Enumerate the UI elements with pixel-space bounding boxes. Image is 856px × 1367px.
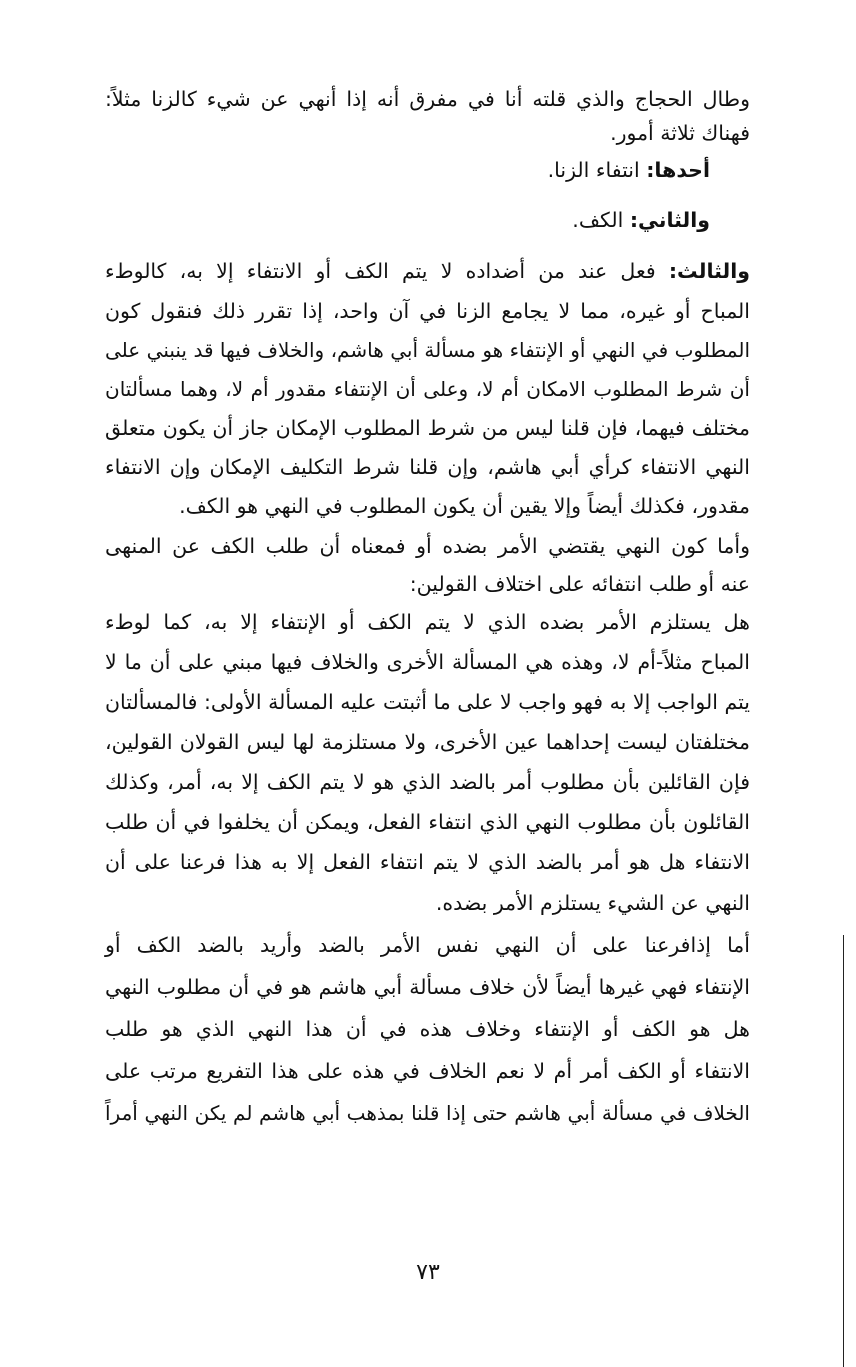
page-number: ٧٣ <box>416 1260 440 1285</box>
body-line: الخلاف في مسألة أبي هاشم حتى إذا قلنا بمذهب أبي هاشم لم يكن النهي أمراً <box>105 1101 750 1125</box>
body-line: أن شرط المطلوب الامكان أم لا، وعلى أن الإنتفاء مقدور أم لا، وهما مسألتان <box>105 377 750 401</box>
item-third-label: والثالث: <box>668 259 750 283</box>
item-second-label: والثاني: <box>629 208 710 232</box>
body-line: فهناك ثلاثة أمور. <box>610 121 750 145</box>
page-edge-line <box>843 935 844 1367</box>
item-third-text: فعل عند من أضداده لا يتم الكف أو الانتفاء إلا به، كالوطء <box>105 259 656 283</box>
body-line: وأما كون النهي يقتضي الأمر بضده أو فمعناه أن طلب الكف عن المنهى <box>105 534 750 558</box>
item-third-first-line <box>105 250 750 292</box>
body-line: عنه أو طلب انتفائه على اختلاف القولين: <box>409 572 750 596</box>
body-line: أما إذافرعنا على أن النهي نفس الأمر بالضد وأريد بالضد الكف أو <box>105 933 750 957</box>
body-line: يتم الواجب إلا به فهو واجب لا على ما أثبتت عليه المسألة الأولى: فالمسألتان <box>105 690 750 714</box>
body-line: مختلفتان ليست إحداهما عين الأخرى، ولا مستلزمة لها ليس القولان القولين، <box>105 730 750 754</box>
body-line: المباح أو غيره، مما لا يجامع الزنا في آن واحد، إذا تقرر ذلك فنقول كون <box>105 299 750 323</box>
body-line: هل هو الكف أو الإنتفاء وخلاف هذه في أن هذا النهي الذي هو طلب <box>105 1017 750 1041</box>
item-second-text: الكف. <box>572 208 624 232</box>
body-line: وطال الحجاج والذي قلته أنا في مفرق أنه إذا أنهي عن شيء كالزنا مثلاً: <box>105 87 750 111</box>
body-line: النهي عن الشيء يستلزم الأمر بضده. <box>435 891 750 915</box>
body-line: الانتفاء أو الكف أمر أم لا نعم الخلاف في هذه على هذا التفريع مرتب على <box>105 1059 750 1083</box>
body-line: مقدور، فكذلك أيضاً وإلا يقين أن يكون المطلوب في النهي هو الكف. <box>179 494 750 518</box>
body-line: هل يستلزم الأمر بضده الذي لا يتم الكف أو الإنتفاء إلا به، كما لوطء <box>105 610 750 634</box>
body-line: فإن القائلين بأن مطلوب أمر بالضد الذي هو لا يتم الكف إلا به، أمر، وكذلك <box>105 770 750 794</box>
body-line: المباح مثلاً-أم لا، وهذه هي المسألة الأخرى والخلاف فيها مبني على أن ما لا <box>105 650 750 674</box>
body-line: الانتفاء هل هو أمر بالضد الذي لا يتم انتفاء الفعل إلا به هذا فرعنا على أن <box>105 850 750 874</box>
body-line: الإنتفاء فهي غيرها أيضاً لأن خلاف مسألة أبي هاشم هو في أن مطلوب النهي <box>105 975 750 999</box>
item-second <box>105 190 750 250</box>
item-first-label: أحدها: <box>646 158 710 182</box>
body-line: المطلوب في النهي أو الإنتفاء هو مسألة أبي هاشم، والخلاف فيها قد ينبني على <box>105 338 750 362</box>
body-line: مختلف فيهما، فإن قلنا ليس من شرط المطلوب الإمكان جاز أن يكون متعلق <box>105 416 750 440</box>
body-line: النهي الانتفاء كرأي أبي هاشم، وإن قلنا شرط التكليف الإمكان وإن الانتفاء <box>105 455 750 479</box>
page-body <box>105 82 750 1134</box>
item-first-text: انتفاء الزنا. <box>547 158 640 182</box>
item-first <box>105 150 750 190</box>
body-line: القائلون بأن مطلوب النهي الذي انتفاء الفعل، ويمكن أن يخلفوا في أن طلب <box>105 810 750 834</box>
